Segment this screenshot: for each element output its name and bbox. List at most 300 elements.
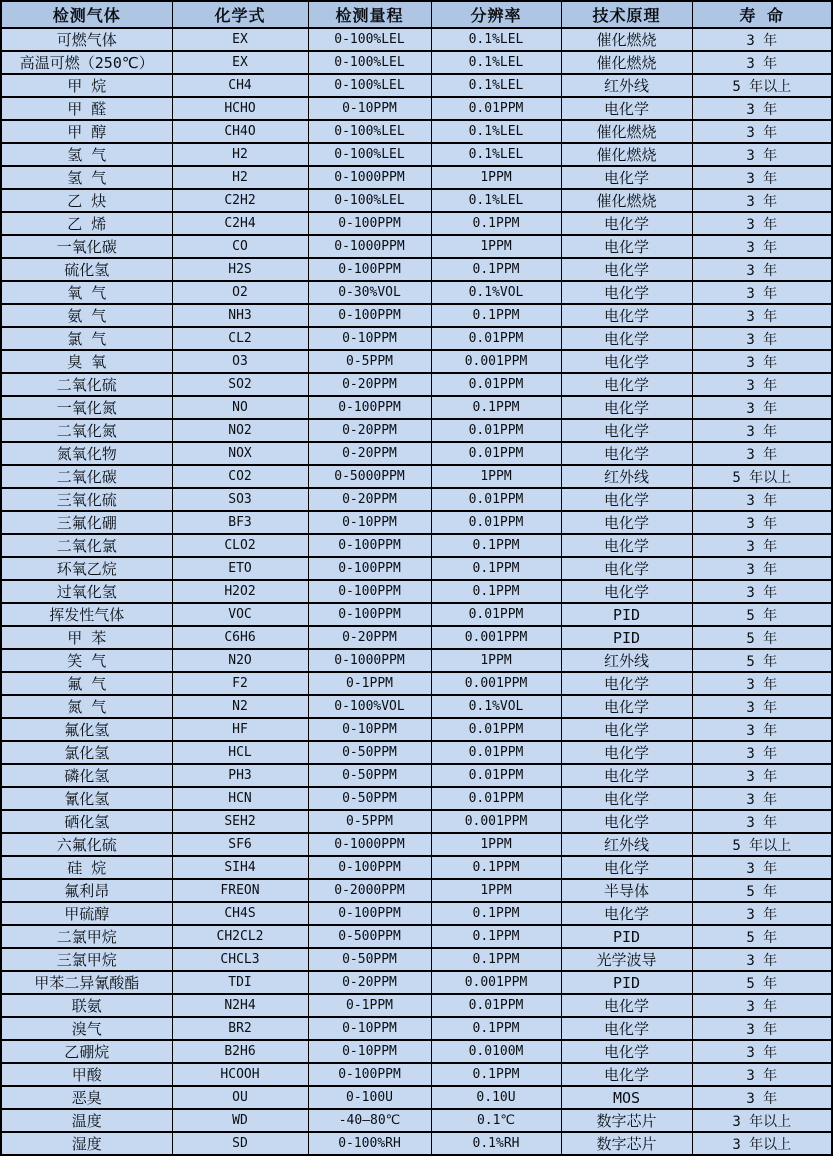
cell-formula: PH3 xyxy=(172,764,308,787)
cell-gas: 氢 气 xyxy=(1,143,172,166)
cell-range: 0-100%RH xyxy=(308,1132,431,1155)
table-body xyxy=(1,28,832,1155)
cell-formula: H2O2 xyxy=(172,580,308,603)
table-row xyxy=(1,258,832,281)
cell-range: 0-1000PPM xyxy=(308,833,431,856)
cell-formula: CH4S xyxy=(172,902,308,925)
cell-principle: 电化学 xyxy=(561,258,692,281)
cell-gas: 乙硼烷 xyxy=(1,1040,172,1063)
cell-range: 0-100PPM xyxy=(308,212,431,235)
cell-gas: 二氧化硫 xyxy=(1,373,172,396)
cell-resolution: 0.001PPM xyxy=(431,350,561,373)
cell-resolution: 0.1℃ xyxy=(431,1109,561,1132)
cell-gas: 乙 炔 xyxy=(1,189,172,212)
table-row xyxy=(1,695,832,718)
cell-gas: 硅 烷 xyxy=(1,856,172,879)
cell-lifespan: 5 年以上 xyxy=(692,465,832,488)
table-row xyxy=(1,672,832,695)
cell-principle: 电化学 xyxy=(561,97,692,120)
table-row xyxy=(1,1063,832,1086)
cell-range: 0-10PPM xyxy=(308,327,431,350)
cell-lifespan: 3 年 xyxy=(692,419,832,442)
cell-formula: BR2 xyxy=(172,1017,308,1040)
cell-formula: SF6 xyxy=(172,833,308,856)
cell-resolution: 1PPM xyxy=(431,465,561,488)
table-row xyxy=(1,810,832,833)
cell-lifespan: 5 年以上 xyxy=(692,833,832,856)
cell-resolution: 0.1PPM xyxy=(431,396,561,419)
cell-formula: FREON xyxy=(172,879,308,902)
cell-lifespan: 5 年 xyxy=(692,971,832,994)
cell-gas: 甲 烷 xyxy=(1,74,172,97)
cell-formula: OU xyxy=(172,1086,308,1109)
cell-resolution: 0.01PPM xyxy=(431,603,561,626)
cell-range: 0-30%VOL xyxy=(308,281,431,304)
cell-range: 0-100PPM xyxy=(308,534,431,557)
cell-range: 0-100PPM xyxy=(308,396,431,419)
cell-resolution: 0.1PPM xyxy=(431,557,561,580)
cell-range: 0-1PPM xyxy=(308,672,431,695)
cell-range: 0-100PPM xyxy=(308,856,431,879)
cell-range: 0-100%LEL xyxy=(308,74,431,97)
cell-gas: 氯化氢 xyxy=(1,741,172,764)
table-row xyxy=(1,557,832,580)
cell-range: 0-20PPM xyxy=(308,971,431,994)
cell-resolution: 0.1%LEL xyxy=(431,51,561,74)
column-header-principle: 技术原理 xyxy=(561,1,692,28)
cell-principle: PID xyxy=(561,971,692,994)
table-row xyxy=(1,741,832,764)
table-row xyxy=(1,51,832,74)
cell-resolution: 0.1PPM xyxy=(431,258,561,281)
cell-principle: 电化学 xyxy=(561,557,692,580)
cell-gas: 六氟化硫 xyxy=(1,833,172,856)
cell-range: 0-50PPM xyxy=(308,787,431,810)
cell-lifespan: 5 年以上 xyxy=(692,74,832,97)
cell-formula: CH4 xyxy=(172,74,308,97)
table-row xyxy=(1,511,832,534)
cell-gas: 磷化氢 xyxy=(1,764,172,787)
cell-formula: SD xyxy=(172,1132,308,1155)
cell-range: 0-10PPM xyxy=(308,1017,431,1040)
cell-range: 0-100%LEL xyxy=(308,120,431,143)
cell-formula: N2O xyxy=(172,649,308,672)
cell-gas: 氨 气 xyxy=(1,304,172,327)
cell-principle: 电化学 xyxy=(561,718,692,741)
cell-resolution: 0.1%LEL xyxy=(431,28,561,51)
cell-gas: 二氧化氯 xyxy=(1,534,172,557)
cell-gas: 二氯甲烷 xyxy=(1,925,172,948)
cell-lifespan: 3 年 xyxy=(692,856,832,879)
cell-principle: 电化学 xyxy=(561,741,692,764)
cell-formula: HCHO xyxy=(172,97,308,120)
cell-resolution: 1PPM xyxy=(431,833,561,856)
cell-range: 0-10PPM xyxy=(308,718,431,741)
cell-lifespan: 3 年 xyxy=(692,511,832,534)
table-row xyxy=(1,994,832,1017)
cell-gas: 二氧化氮 xyxy=(1,419,172,442)
table-row xyxy=(1,166,832,189)
cell-lifespan: 3 年 xyxy=(692,166,832,189)
cell-lifespan: 3 年 xyxy=(692,212,832,235)
cell-resolution: 0.01PPM xyxy=(431,511,561,534)
cell-lifespan: 3 年 xyxy=(692,396,832,419)
cell-range: 0-100%LEL xyxy=(308,143,431,166)
table-row xyxy=(1,1086,832,1109)
cell-principle: 电化学 xyxy=(561,994,692,1017)
cell-formula: O2 xyxy=(172,281,308,304)
cell-lifespan: 3 年 xyxy=(692,304,832,327)
cell-range: 0-20PPM xyxy=(308,442,431,465)
cell-lifespan: 3 年 xyxy=(692,1040,832,1063)
cell-formula: NO2 xyxy=(172,419,308,442)
cell-lifespan: 3 年 xyxy=(692,994,832,1017)
cell-formula: NOX xyxy=(172,442,308,465)
cell-resolution: 0.01PPM xyxy=(431,97,561,120)
cell-lifespan: 3 年 xyxy=(692,51,832,74)
cell-formula: H2 xyxy=(172,166,308,189)
cell-formula: N2H4 xyxy=(172,994,308,1017)
table-header xyxy=(1,1,832,28)
table-row xyxy=(1,925,832,948)
table-row xyxy=(1,212,832,235)
cell-range: 0-20PPM xyxy=(308,626,431,649)
cell-range: 0-1PPM xyxy=(308,994,431,1017)
cell-principle: 催化燃烧 xyxy=(561,120,692,143)
table-row xyxy=(1,373,832,396)
cell-lifespan: 3 年 xyxy=(692,718,832,741)
cell-range: 0-5000PPM xyxy=(308,465,431,488)
cell-resolution: 0.01PPM xyxy=(431,718,561,741)
cell-lifespan: 3 年 xyxy=(692,442,832,465)
cell-principle: 电化学 xyxy=(561,672,692,695)
cell-principle: 电化学 xyxy=(561,373,692,396)
cell-principle: 电化学 xyxy=(561,534,692,557)
cell-range: 0-1000PPM xyxy=(308,235,431,258)
cell-lifespan: 3 年 xyxy=(692,281,832,304)
cell-range: 0-20PPM xyxy=(308,419,431,442)
cell-gas: 氮 气 xyxy=(1,695,172,718)
cell-lifespan: 3 年 xyxy=(692,1017,832,1040)
cell-principle: 红外线 xyxy=(561,649,692,672)
cell-formula: N2 xyxy=(172,695,308,718)
cell-range: 0-100%LEL xyxy=(308,51,431,74)
cell-resolution: 0.001PPM xyxy=(431,626,561,649)
cell-lifespan: 3 年以上 xyxy=(692,1109,832,1132)
cell-formula: CHCL3 xyxy=(172,948,308,971)
cell-lifespan: 5 年 xyxy=(692,879,832,902)
table-row xyxy=(1,189,832,212)
cell-lifespan: 3 年 xyxy=(692,28,832,51)
cell-lifespan: 3 年 xyxy=(692,488,832,511)
cell-gas: 溴气 xyxy=(1,1017,172,1040)
cell-resolution: 0.1PPM xyxy=(431,212,561,235)
cell-principle: 电化学 xyxy=(561,166,692,189)
table-row xyxy=(1,1132,832,1155)
cell-formula: HCL xyxy=(172,741,308,764)
table-row xyxy=(1,143,832,166)
cell-formula: C6H6 xyxy=(172,626,308,649)
cell-principle: 电化学 xyxy=(561,810,692,833)
cell-lifespan: 3 年 xyxy=(692,580,832,603)
cell-resolution: 0.1PPM xyxy=(431,902,561,925)
cell-gas: 湿度 xyxy=(1,1132,172,1155)
cell-range: 0-100PPM xyxy=(308,1063,431,1086)
cell-formula: SIH4 xyxy=(172,856,308,879)
cell-lifespan: 3 年 xyxy=(692,327,832,350)
column-header-range: 检测量程 xyxy=(308,1,431,28)
cell-lifespan: 3 年 xyxy=(692,534,832,557)
cell-formula: EX xyxy=(172,28,308,51)
column-header-lifespan: 寿 命 xyxy=(692,1,832,28)
cell-gas: 二氧化碳 xyxy=(1,465,172,488)
cell-formula: CO2 xyxy=(172,465,308,488)
table-row xyxy=(1,281,832,304)
cell-principle: 电化学 xyxy=(561,580,692,603)
cell-formula: EX xyxy=(172,51,308,74)
table-row xyxy=(1,879,832,902)
cell-resolution: 0.01PPM xyxy=(431,994,561,1017)
cell-resolution: 0.1PPM xyxy=(431,925,561,948)
cell-resolution: 0.01PPM xyxy=(431,741,561,764)
cell-lifespan: 3 年 xyxy=(692,948,832,971)
cell-resolution: 1PPM xyxy=(431,649,561,672)
cell-principle: 催化燃烧 xyxy=(561,51,692,74)
cell-principle: 电化学 xyxy=(561,304,692,327)
cell-range: 0-100PPM xyxy=(308,258,431,281)
cell-gas: 甲 醇 xyxy=(1,120,172,143)
cell-gas: 甲酸 xyxy=(1,1063,172,1086)
cell-principle: 半导体 xyxy=(561,879,692,902)
cell-gas: 高温可燃（250℃） xyxy=(1,51,172,74)
cell-formula: ETO xyxy=(172,557,308,580)
cell-range: 0-10PPM xyxy=(308,1040,431,1063)
table-row xyxy=(1,833,832,856)
table-row xyxy=(1,718,832,741)
table-row xyxy=(1,396,832,419)
cell-principle: 电化学 xyxy=(561,488,692,511)
cell-principle: 电化学 xyxy=(561,1017,692,1040)
cell-principle: 红外线 xyxy=(561,833,692,856)
cell-resolution: 0.10U xyxy=(431,1086,561,1109)
cell-lifespan: 3 年 xyxy=(692,120,832,143)
cell-resolution: 0.1PPM xyxy=(431,948,561,971)
cell-formula: H2 xyxy=(172,143,308,166)
cell-range: 0-100%LEL xyxy=(308,189,431,212)
cell-lifespan: 3 年 xyxy=(692,787,832,810)
cell-formula: H2S xyxy=(172,258,308,281)
table-row xyxy=(1,603,832,626)
column-header-resolution: 分辨率 xyxy=(431,1,561,28)
cell-range: 0-50PPM xyxy=(308,948,431,971)
cell-lifespan: 3 年 xyxy=(692,810,832,833)
cell-principle: 电化学 xyxy=(561,419,692,442)
table-row xyxy=(1,327,832,350)
cell-lifespan: 3 年 xyxy=(692,741,832,764)
cell-gas: 硒化氢 xyxy=(1,810,172,833)
table-row xyxy=(1,856,832,879)
cell-principle: 电化学 xyxy=(561,1040,692,1063)
cell-range: 0-100PPM xyxy=(308,902,431,925)
table-row xyxy=(1,971,832,994)
cell-lifespan: 3 年 xyxy=(692,902,832,925)
cell-lifespan: 3 年 xyxy=(692,672,832,695)
cell-formula: SO3 xyxy=(172,488,308,511)
cell-resolution: 0.1%LEL xyxy=(431,74,561,97)
cell-principle: 光学波导 xyxy=(561,948,692,971)
cell-gas: 氟化氢 xyxy=(1,718,172,741)
cell-formula: NH3 xyxy=(172,304,308,327)
cell-range: 0-10PPM xyxy=(308,511,431,534)
cell-gas: 三氟化硼 xyxy=(1,511,172,534)
table-row xyxy=(1,787,832,810)
cell-gas: 挥发性气体 xyxy=(1,603,172,626)
header-row xyxy=(1,1,832,28)
cell-principle: 红外线 xyxy=(561,465,692,488)
cell-range: 0-100U xyxy=(308,1086,431,1109)
table-row xyxy=(1,626,832,649)
cell-lifespan: 3 年 xyxy=(692,235,832,258)
cell-range: 0-5PPM xyxy=(308,810,431,833)
cell-range: 0-100PPM xyxy=(308,603,431,626)
cell-gas: 甲 苯 xyxy=(1,626,172,649)
cell-lifespan: 3 年 xyxy=(692,143,832,166)
cell-gas: 氧 气 xyxy=(1,281,172,304)
cell-range: 0-10PPM xyxy=(308,97,431,120)
cell-gas: 恶臭 xyxy=(1,1086,172,1109)
cell-range: 0-20PPM xyxy=(308,373,431,396)
cell-principle: 电化学 xyxy=(561,396,692,419)
cell-lifespan: 3 年 xyxy=(692,1063,832,1086)
cell-formula: HCN xyxy=(172,787,308,810)
cell-principle: 电化学 xyxy=(561,350,692,373)
cell-principle: 电化学 xyxy=(561,1063,692,1086)
cell-resolution: 0.01PPM xyxy=(431,419,561,442)
table-row xyxy=(1,465,832,488)
cell-lifespan: 5 年 xyxy=(692,649,832,672)
table-row xyxy=(1,304,832,327)
cell-gas: 氟利昂 xyxy=(1,879,172,902)
cell-formula: CL2 xyxy=(172,327,308,350)
cell-lifespan: 3 年 xyxy=(692,557,832,580)
cell-principle: 电化学 xyxy=(561,856,692,879)
cell-formula: CH2CL2 xyxy=(172,925,308,948)
cell-lifespan: 3 年 xyxy=(692,350,832,373)
cell-lifespan: 3 年 xyxy=(692,373,832,396)
cell-resolution: 0.1PPM xyxy=(431,304,561,327)
cell-formula: O3 xyxy=(172,350,308,373)
cell-principle: 电化学 xyxy=(561,764,692,787)
cell-formula: TDI xyxy=(172,971,308,994)
table-row xyxy=(1,74,832,97)
cell-resolution: 0.1PPM xyxy=(431,580,561,603)
cell-resolution: 0.1%LEL xyxy=(431,120,561,143)
cell-formula: NO xyxy=(172,396,308,419)
table-row xyxy=(1,442,832,465)
cell-resolution: 0.1%VOL xyxy=(431,281,561,304)
cell-resolution: 0.1%RH xyxy=(431,1132,561,1155)
cell-formula: CH4O xyxy=(172,120,308,143)
column-header-formula: 化学式 xyxy=(172,1,308,28)
cell-range: -40—80℃ xyxy=(308,1109,431,1132)
cell-resolution: 0.1PPM xyxy=(431,534,561,557)
cell-formula: B2H6 xyxy=(172,1040,308,1063)
cell-principle: 电化学 xyxy=(561,212,692,235)
cell-range: 0-100PPM xyxy=(308,580,431,603)
cell-resolution: 0.01PPM xyxy=(431,442,561,465)
cell-principle: 电化学 xyxy=(561,787,692,810)
cell-range: 0-50PPM xyxy=(308,764,431,787)
cell-lifespan: 3 年 xyxy=(692,695,832,718)
cell-lifespan: 5 年 xyxy=(692,603,832,626)
cell-resolution: 0.01PPM xyxy=(431,327,561,350)
cell-lifespan: 3 年 xyxy=(692,764,832,787)
cell-gas: 一氧化碳 xyxy=(1,235,172,258)
cell-range: 0-100%VOL xyxy=(308,695,431,718)
cell-gas: 温度 xyxy=(1,1109,172,1132)
table-row xyxy=(1,28,832,51)
cell-resolution: 0.1PPM xyxy=(431,1063,561,1086)
cell-gas: 氯 气 xyxy=(1,327,172,350)
cell-formula: SEH2 xyxy=(172,810,308,833)
cell-range: 0-1000PPM xyxy=(308,166,431,189)
cell-formula: SO2 xyxy=(172,373,308,396)
cell-principle: 红外线 xyxy=(561,74,692,97)
table-row xyxy=(1,534,832,557)
cell-resolution: 1PPM xyxy=(431,166,561,189)
cell-range: 0-5PPM xyxy=(308,350,431,373)
cell-principle: PID xyxy=(561,603,692,626)
cell-resolution: 0.01PPM xyxy=(431,764,561,787)
cell-formula: HCOOH xyxy=(172,1063,308,1086)
cell-gas: 环氧乙烷 xyxy=(1,557,172,580)
cell-lifespan: 3 年 xyxy=(692,97,832,120)
cell-resolution: 0.1%LEL xyxy=(431,143,561,166)
cell-principle: 电化学 xyxy=(561,511,692,534)
table-row xyxy=(1,1017,832,1040)
cell-resolution: 1PPM xyxy=(431,235,561,258)
table-row xyxy=(1,350,832,373)
cell-formula: CLO2 xyxy=(172,534,308,557)
cell-formula: HF xyxy=(172,718,308,741)
cell-principle: 催化燃烧 xyxy=(561,189,692,212)
cell-gas: 氟 气 xyxy=(1,672,172,695)
table-row xyxy=(1,948,832,971)
cell-gas: 氮氧化物 xyxy=(1,442,172,465)
cell-resolution: 0.01PPM xyxy=(431,787,561,810)
cell-resolution: 0.1PPM xyxy=(431,856,561,879)
cell-formula: BF3 xyxy=(172,511,308,534)
cell-principle: 电化学 xyxy=(561,695,692,718)
cell-lifespan: 5 年 xyxy=(692,925,832,948)
cell-principle: PID xyxy=(561,626,692,649)
table-row xyxy=(1,1109,832,1132)
cell-range: 0-20PPM xyxy=(308,488,431,511)
cell-formula: VOC xyxy=(172,603,308,626)
cell-lifespan: 3 年 xyxy=(692,1086,832,1109)
cell-resolution: 0.001PPM xyxy=(431,672,561,695)
table-row xyxy=(1,419,832,442)
cell-gas: 氢 气 xyxy=(1,166,172,189)
cell-resolution: 0.01PPM xyxy=(431,488,561,511)
cell-resolution: 0.0100M xyxy=(431,1040,561,1063)
cell-gas: 硫化氢 xyxy=(1,258,172,281)
table-row xyxy=(1,120,832,143)
cell-principle: 电化学 xyxy=(561,281,692,304)
cell-gas: 三氯甲烷 xyxy=(1,948,172,971)
cell-principle: 电化学 xyxy=(561,235,692,258)
table-row xyxy=(1,488,832,511)
